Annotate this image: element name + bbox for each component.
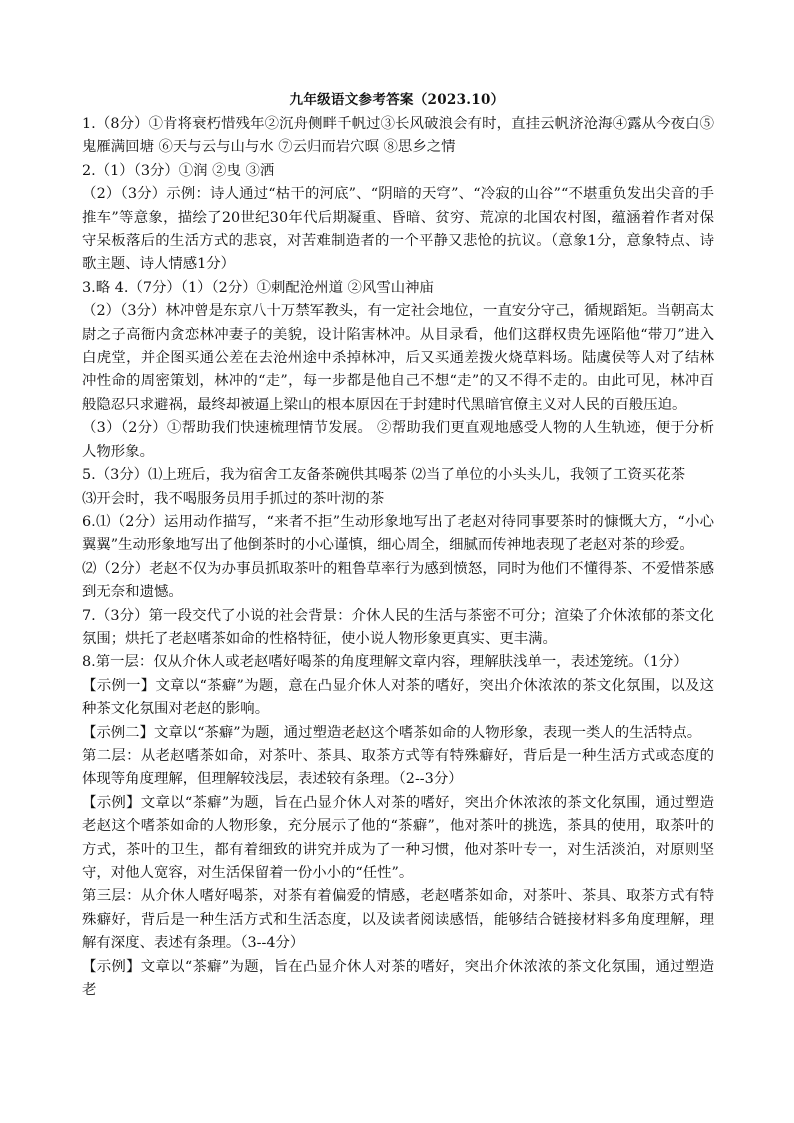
answer-q8-example1: 【示例一】文章以“茶癖”为题，意在凸显介休人对茶的嗜好，突出介休浓浓的茶文化氛围，以及这种茶文化氛围对老赵的影响。 — [82, 677, 714, 718]
answer-q4-3: （3）（2分）①帮助我们快速梳理情节发展。 ②帮助我们更直观地感受人物的人生轨迹，便于分析人物形象。 — [82, 420, 714, 460]
answer-q2-2: （2）（3分）示例：诗人通过“枯干的河底”、“阴暗的天穹”、“冷寂的山谷”“不堪重负发出尖音的手推车”等意象，描绘了20世纪30年代后期凝重、昏暗、贫穷、荒凉的北国农村图，蕴涵着作者对保守呆板落后的生活方式的悲哀，对苦难制造者的一个平静又悲怆的抗议。（意象1分，意象特点、诗歌主题、诗人情感1分） — [82, 186, 714, 273]
answer-q6-1: 6.⑴（2分）运用动作描写，“来者不拒”生动形象地写出了老赵对待同事要茶时的慷慨大方，“小心翼翼”生动形象地写出了他倒茶时的小心谨慎，细心周全，细腻而传神地表现了老赵对茶的珍爱。 — [82, 513, 714, 554]
answer-q8-level1: 8.第一层：仅从介休人或老赵嗜好喝茶的角度理解文章内容，理解肤浅单一，表述笼统。（1分） — [82, 654, 688, 671]
answer-q7: 7.（3分）第一段交代了小说的社会背景：介休人民的生活与茶密不可分；渲染了介休浓郁的茶文化氛围；烘托了老赵嗜茶如命的性格特征，使小说人物形象更真实、更丰满。 — [82, 607, 714, 647]
answer-q2-1: 2.（1）（3分）①润 ②曳 ③洒 — [82, 162, 275, 179]
answer-q8-example2: 【示例二】文章以“茶癖”为题，通过塑造老赵这个嗜茶如命的人物形象，表现一类人的生活特点。 — [82, 724, 702, 741]
answer-q3-q4-1: 3.略 4.（7分）（1）（2分）①刺配沧州道 ②风雪山神庙 — [82, 279, 434, 296]
answer-q5-part1: 5.（3分）⑴上班后，我为宿舍工友备茶碗供其喝茶 ⑵当了单位的小头头儿，我领了工资买花茶 — [82, 467, 686, 484]
answer-q4-2: （2）（3分）林冲曾是东京八十万禁军教头，有一定社会地位，一直安分守己，循规蹈矩。当朝高太尉之子高衙内贪恋林冲妻子的美貌，设计陷害林冲。从目录看，他们这群权贵先诬陷他“带刀”进入白虎堂，并企图买通公差在去沧州途中杀掉林冲，后又买通差拨火烧草料场。陆虞侯等人对了结林冲性命的周密策划，林冲的“走”，每一步都是他自己不想“走”的又不得不走的。由此可见，林冲百般隐忍只求避祸，最终却被逼上梁山的根本原因在于封建时代黑暗官僚主义对人民的百般压迫。 — [82, 303, 714, 413]
answer-q8-level3: 第三层：从介休人嗜好喝茶，对茶有着偏爱的情感，老赵嗜茶如命，对茶叶、茶具、取茶方式有特殊癖好，背后是一种生活方式和生活态度，以及读者阅读感悟，能够结合链接材料多角度理解，理解有深度、表述有条理。（3--4分） — [82, 888, 714, 952]
document-title: 九年级语文参考答案（2023.10） — [289, 92, 505, 108]
answer-q8-level2-example: 【示例】文章以“茶癖”为题，旨在凸显介休人对茶的嗜好，突出介休浓浓的茶文化氛围，通过塑造老赵这个嗜茶如命的人物形象，充分展示了他的“茶癖”，他对茶叶的挑选，茶具的使用，取茶叶的方式，茶叶的卫生，都有着细致的讲究并成为了一种习惯，他对茶叶专一，对生活淡泊，对原则坚守，对他人宽容，对生活保留着一份小小的“任性”。 — [82, 794, 714, 881]
answer-q5-part2: ⑶开会时，我不喝服务员用手抓过的茶叶沏的茶 — [82, 490, 385, 507]
answer-q1: 1.（8分）①肯将衰朽惜残年②沉舟侧畔千帆过③长风破浪会有时，直挂云帆济沧海④露从今夜白⑤鬼雁满回塘 ⑥天与云与山与水 ⑦云归而岩穴暝 ⑧思乡之情 — [82, 116, 714, 156]
answer-q6-2: ⑵（2分）老赵不仅为办事员抓取茶叶的粗鲁草率行为感到愤怒，同时为他们不懂得茶、不爱惜茶感到无奈和遗憾。 — [82, 560, 714, 601]
answer-body — [82, 113, 714, 1002]
answer-q8-level3-example: 【示例】文章以“茶癖”为题，旨在凸显介休人对茶的嗜好，突出介休浓浓的茶文化氛围，通过塑造老 — [82, 958, 714, 999]
answer-q8-level2: 第二层：从老赵嗜茶如命，对茶叶、茶具、取茶方式等有特殊癖好，背后是一种生活方式或态度的体现等角度理解，但理解较浅层，表述较有条理。（2--3分） — [82, 747, 714, 788]
